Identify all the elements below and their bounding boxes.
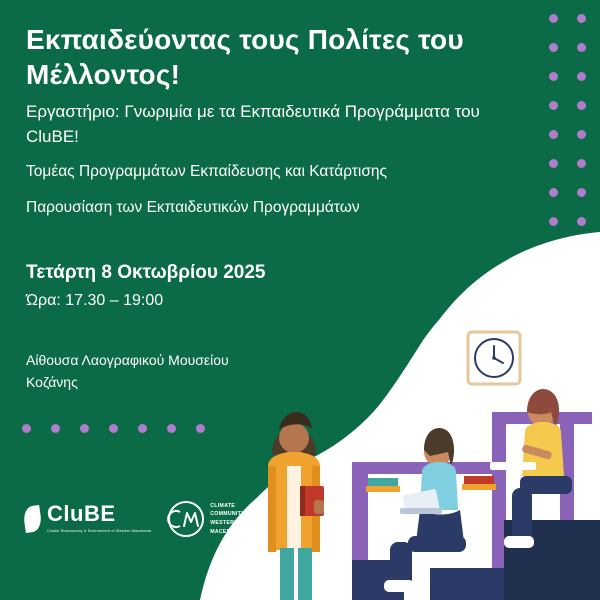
logo-group: [24, 500, 245, 538]
cwm-line-4: MACEDONIA: [210, 528, 245, 535]
dot: [109, 424, 118, 433]
cwm-mark-icon: [167, 500, 205, 538]
dot: [549, 188, 558, 197]
dot-row-bottom-left: [22, 424, 205, 433]
dot: [549, 217, 558, 226]
clube-tagline: Cluster Bioeconomy & Environment of Western Macedonia: [47, 529, 152, 534]
dot: [577, 159, 586, 168]
poster-subtitle: Εργαστήριο: Γνωριμία με τα Εκπαιδευτικά Προγράμματα του CluBE!: [26, 102, 480, 146]
dot: [577, 72, 586, 81]
dot: [549, 43, 558, 52]
dot: [577, 188, 586, 197]
dot: [549, 159, 558, 168]
dot: [577, 43, 586, 52]
poster-presentation-line: Παρουσίαση των Εκπαιδευτικών Προγραμμάτων: [26, 199, 360, 216]
dot: [577, 217, 586, 226]
dot: [549, 72, 558, 81]
dot: [549, 14, 558, 23]
dot: [51, 424, 60, 433]
dot: [549, 101, 558, 110]
event-time: Ώρα: 17.30 – 19:00: [26, 292, 164, 309]
cwm-line-1: CLIMATE: [210, 502, 235, 509]
dot: [138, 424, 147, 433]
clock-icon: [468, 332, 520, 384]
event-date: Τετάρτη 8 Οκτωβρίου 2025: [26, 262, 266, 283]
cwm-logo: [167, 500, 245, 538]
clube-wordmark: CluBE: [47, 501, 116, 527]
dot: [80, 424, 89, 433]
poster-title: Εκπαιδεύοντας τους Πολίτες του Μέλλοντος!: [26, 24, 464, 90]
dot: [577, 130, 586, 139]
dot: [196, 424, 205, 433]
dot: [167, 424, 176, 433]
event-venue: Αίθουσα Λαογραφικού Μουσείου Κοζάνης: [26, 352, 229, 390]
clube-logo: [24, 503, 151, 534]
clube-wordmark-group: [47, 503, 151, 534]
dot: [549, 130, 558, 139]
poster-department-line: Τομέας Προγραμμάτων Εκπαίδευσης και Κατάρτισης: [26, 163, 388, 180]
dot-column-right-edge: [577, 14, 586, 226]
cwm-line-3: WESTERN: [210, 520, 239, 526]
dot: [22, 424, 31, 433]
cwm-line-2: COMMUNITY: [210, 511, 245, 518]
cwm-wordmark: [210, 502, 245, 536]
dot: [577, 14, 586, 23]
leaf-icon: [22, 505, 42, 533]
dot-column-right: [549, 14, 558, 226]
dot: [577, 101, 586, 110]
